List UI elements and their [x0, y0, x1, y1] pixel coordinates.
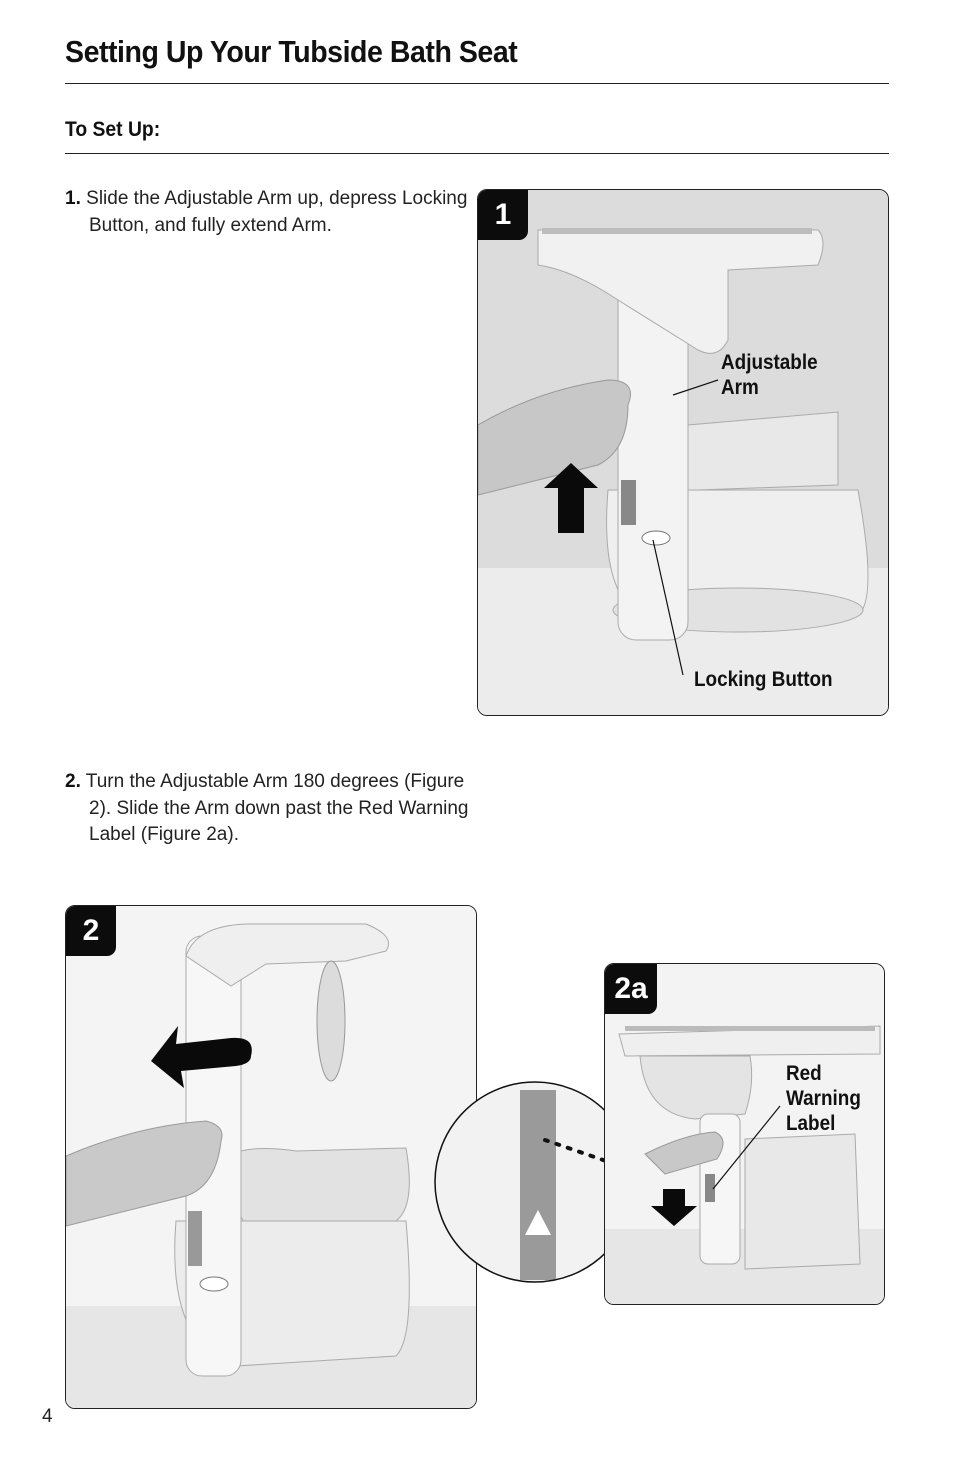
step-2-text: Turn the Adjustable Arm 180 degrees (Figure 2). Slide the Arm down past the Red Warning Label (Figure 2a).	[85, 771, 469, 845]
figure-2-illustration	[66, 906, 476, 1408]
title-divider	[65, 83, 889, 84]
figure-2a-badge: 2a	[605, 964, 657, 1014]
red-warning-label-line3: Label	[786, 1112, 836, 1135]
red-warning-label-label	[786, 1061, 861, 1136]
page-number: 4	[42, 1406, 53, 1427]
step-2-number: 2.	[65, 771, 81, 792]
step-1-number: 1.	[65, 188, 81, 209]
figure-2-badge: 2	[66, 906, 116, 956]
figure-1	[477, 189, 889, 716]
page-title: Setting Up Your Tubside Bath Seat	[65, 34, 518, 69]
red-warning-label-line2: Warning	[786, 1087, 861, 1110]
section-divider	[65, 153, 889, 154]
adjustable-arm-label	[721, 350, 818, 400]
step-1-text: Slide the Adjustable Arm up, depress Locking Button, and fully extend Arm.	[86, 188, 468, 236]
red-warning-label-line1: Red	[786, 1062, 822, 1085]
figure-1-illustration	[478, 190, 888, 715]
locking-button-label: Locking Button	[694, 668, 833, 691]
step-1	[65, 186, 469, 239]
figure-2a	[604, 963, 885, 1305]
adjustable-arm-label-line1: Adjustable	[721, 351, 818, 374]
figure-2	[65, 905, 477, 1409]
section-heading: To Set Up:	[65, 118, 161, 141]
step-2	[65, 769, 469, 849]
adjustable-arm-label-line2: Arm	[721, 376, 759, 399]
figure-1-badge: 1	[478, 190, 528, 240]
